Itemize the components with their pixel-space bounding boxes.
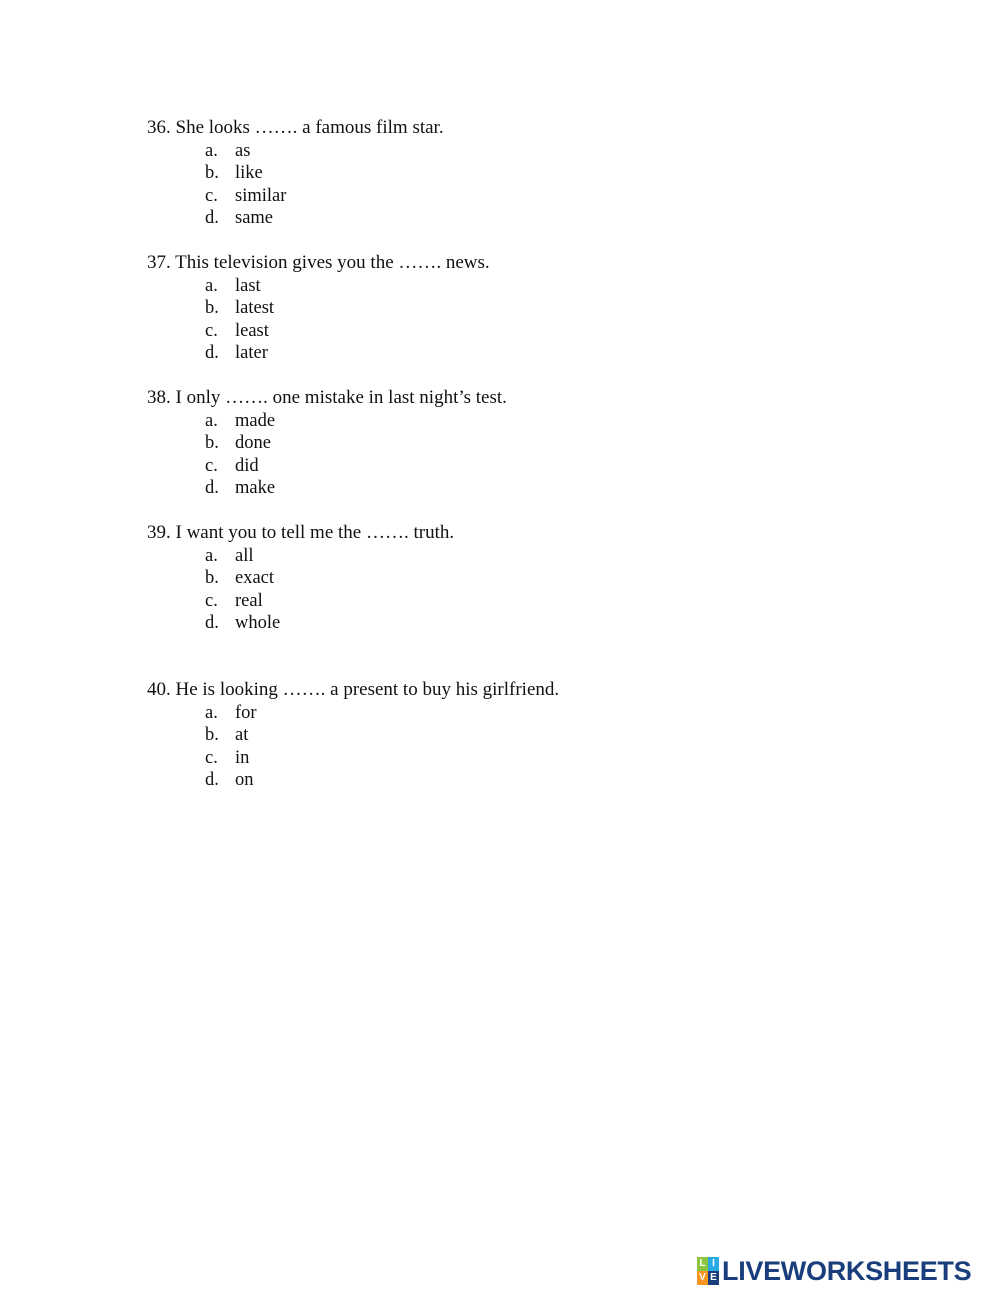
option-text: later <box>235 343 268 363</box>
option-letter: a. <box>205 275 218 296</box>
option-d[interactable] <box>147 342 490 365</box>
option-letter: b. <box>205 298 219 318</box>
option-letter: d. <box>205 208 219 228</box>
option-c[interactable] <box>147 590 454 613</box>
option-text: similar <box>235 185 287 206</box>
option-letter: d. <box>205 613 219 633</box>
option-text: in <box>235 747 250 768</box>
option-letter: d. <box>205 478 219 498</box>
option-b[interactable] <box>147 567 454 590</box>
answer-options <box>147 702 559 792</box>
logo-tile-l: L <box>697 1257 708 1271</box>
option-letter: c. <box>205 185 218 206</box>
question-stem: 39. I want you to tell me the ……. truth. <box>147 522 455 543</box>
option-a[interactable] <box>147 545 454 568</box>
option-b[interactable] <box>147 162 444 185</box>
liveworksheets-brand <box>697 1255 971 1287</box>
option-text: on <box>235 770 254 790</box>
option-letter: b. <box>205 568 219 588</box>
option-text: all <box>235 545 254 566</box>
option-c[interactable] <box>147 747 559 770</box>
question-stem: 37. This television gives you the ……. news. <box>147 252 490 273</box>
option-d[interactable] <box>147 207 444 230</box>
option-text: same <box>235 208 274 228</box>
answer-options <box>147 140 444 230</box>
answer-options <box>147 545 454 635</box>
option-text: make <box>235 478 276 498</box>
option-b[interactable] <box>147 432 507 455</box>
question-39 <box>147 522 454 635</box>
option-text: as <box>235 140 251 161</box>
option-letter: c. <box>205 590 218 611</box>
question-stem: 36. She looks ……. a famous film star. <box>147 117 444 138</box>
liveworksheets-logo-icon <box>697 1257 719 1285</box>
option-letter: a. <box>205 545 218 566</box>
option-a[interactable] <box>147 140 444 163</box>
option-a[interactable] <box>147 410 507 433</box>
option-c[interactable] <box>147 320 490 343</box>
answer-options <box>147 410 507 500</box>
option-a[interactable] <box>147 702 559 725</box>
option-text: whole <box>235 613 281 633</box>
option-letter: a. <box>205 410 218 431</box>
option-letter: a. <box>205 140 218 161</box>
option-letter: d. <box>205 770 219 790</box>
option-d[interactable] <box>147 769 559 792</box>
logo-tile-i: I <box>708 1257 719 1271</box>
logo-tile-v: V <box>697 1271 708 1285</box>
option-b[interactable] <box>147 724 559 747</box>
option-letter: c. <box>205 747 218 768</box>
option-d[interactable] <box>147 477 507 500</box>
option-letter: b. <box>205 163 219 183</box>
option-text: real <box>235 590 263 611</box>
answer-options <box>147 275 490 365</box>
option-c[interactable] <box>147 185 444 208</box>
brand-wordmark: LIVEWORKSHEETS <box>722 1256 972 1286</box>
question-stem: 38. I only ……. one mistake in last night’s test. <box>147 387 507 408</box>
option-text: last <box>235 275 261 296</box>
option-b[interactable] <box>147 297 490 320</box>
option-text: least <box>235 320 269 341</box>
question-36 <box>147 117 444 230</box>
option-letter: a. <box>205 702 218 723</box>
option-text: at <box>235 725 249 745</box>
question-38 <box>147 387 507 500</box>
option-text: like <box>235 163 263 183</box>
option-a[interactable] <box>147 275 490 298</box>
option-text: did <box>235 455 259 476</box>
question-37 <box>147 252 490 365</box>
option-text: made <box>235 410 276 431</box>
option-d[interactable] <box>147 612 454 635</box>
option-c[interactable] <box>147 455 507 478</box>
option-text: for <box>235 702 257 723</box>
option-text: latest <box>235 298 275 318</box>
option-letter: c. <box>205 455 218 476</box>
option-letter: c. <box>205 320 218 341</box>
logo-tile-e: E <box>708 1271 719 1285</box>
question-40 <box>147 679 559 792</box>
question-stem: 40. He is looking ……. a present to buy his girlfriend. <box>147 679 560 700</box>
option-text: done <box>235 433 271 453</box>
option-letter: d. <box>205 343 219 363</box>
option-text: exact <box>235 568 275 588</box>
option-letter: b. <box>205 725 219 745</box>
option-letter: b. <box>205 433 219 453</box>
